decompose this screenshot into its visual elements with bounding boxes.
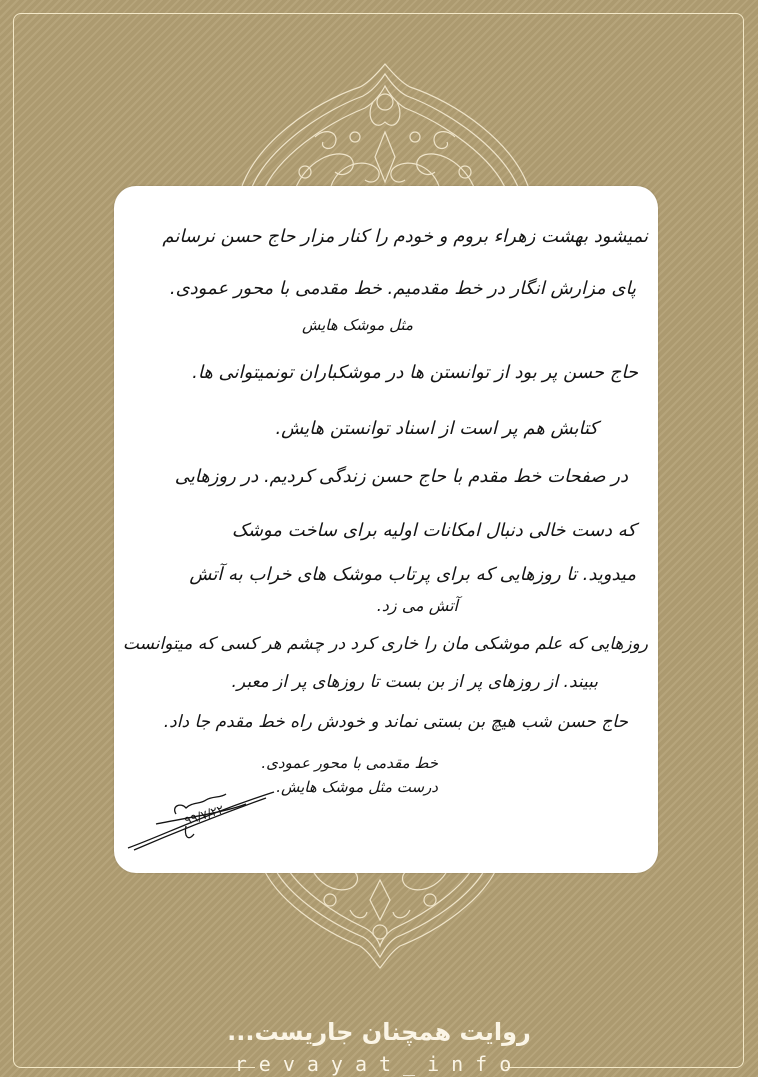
- signature-date: ۹۹/۷/۲۲: [182, 802, 226, 828]
- top-arabesque-medallion-icon: [235, 62, 535, 192]
- letter-line-12: حاج حسن شب هیچ بن بستی نماند و خودش راه خط مقدم جا داد.: [163, 712, 628, 732]
- letter-line-9: آتش می زد.: [376, 596, 458, 615]
- letter-line-3: مثل موشک هایش: [301, 316, 413, 334]
- letter-line-2: پای مزارش انگار در خط مقدمیم. خط مقدمی با محور عمودی.: [169, 278, 636, 299]
- letter-line-1: نمیشود بهشت زهراء بروم و خودم را کنار مزار حاج حسن نرسانم: [162, 226, 648, 247]
- letter-line-10: روزهایی که علم موشکی مان را خاری کرد در چشم هر کسی که میتوانست: [122, 634, 648, 654]
- letter-line-11: ببیند. از روزهای پر از بن بست تا روزهای پر از معبر.: [231, 672, 598, 692]
- letter-line-14: درست مثل موشک هایش.: [276, 778, 438, 796]
- letter-line-6: در صفحات خط مقدم با حاج حسن زندگی کردیم. در روزهایی: [174, 466, 628, 487]
- bottom-arabesque-medallion-icon: [255, 860, 505, 970]
- letter-line-7: که دست خالی دنبال امکانات اولیه برای ساخت موشک: [231, 520, 636, 541]
- letter-line-4: حاج حسن پر بود از توانستن ها در موشکباران تونمیتوانی ها.: [192, 362, 638, 383]
- letter-line-13: خط مقدمی با محور عمودی.: [261, 754, 438, 772]
- letter-line-8: میدوید. تا روزهایی که برای پرتاب موشک های خراب به آتش: [189, 564, 636, 585]
- letter-line-5: کتابش هم پر است از اسناد توانستن هایش.: [275, 418, 598, 439]
- footer-handle: revayat_info: [234, 1052, 524, 1076]
- footer-slogan: روایت همچنان جاریست...: [227, 1018, 531, 1046]
- letter-card: [114, 186, 658, 873]
